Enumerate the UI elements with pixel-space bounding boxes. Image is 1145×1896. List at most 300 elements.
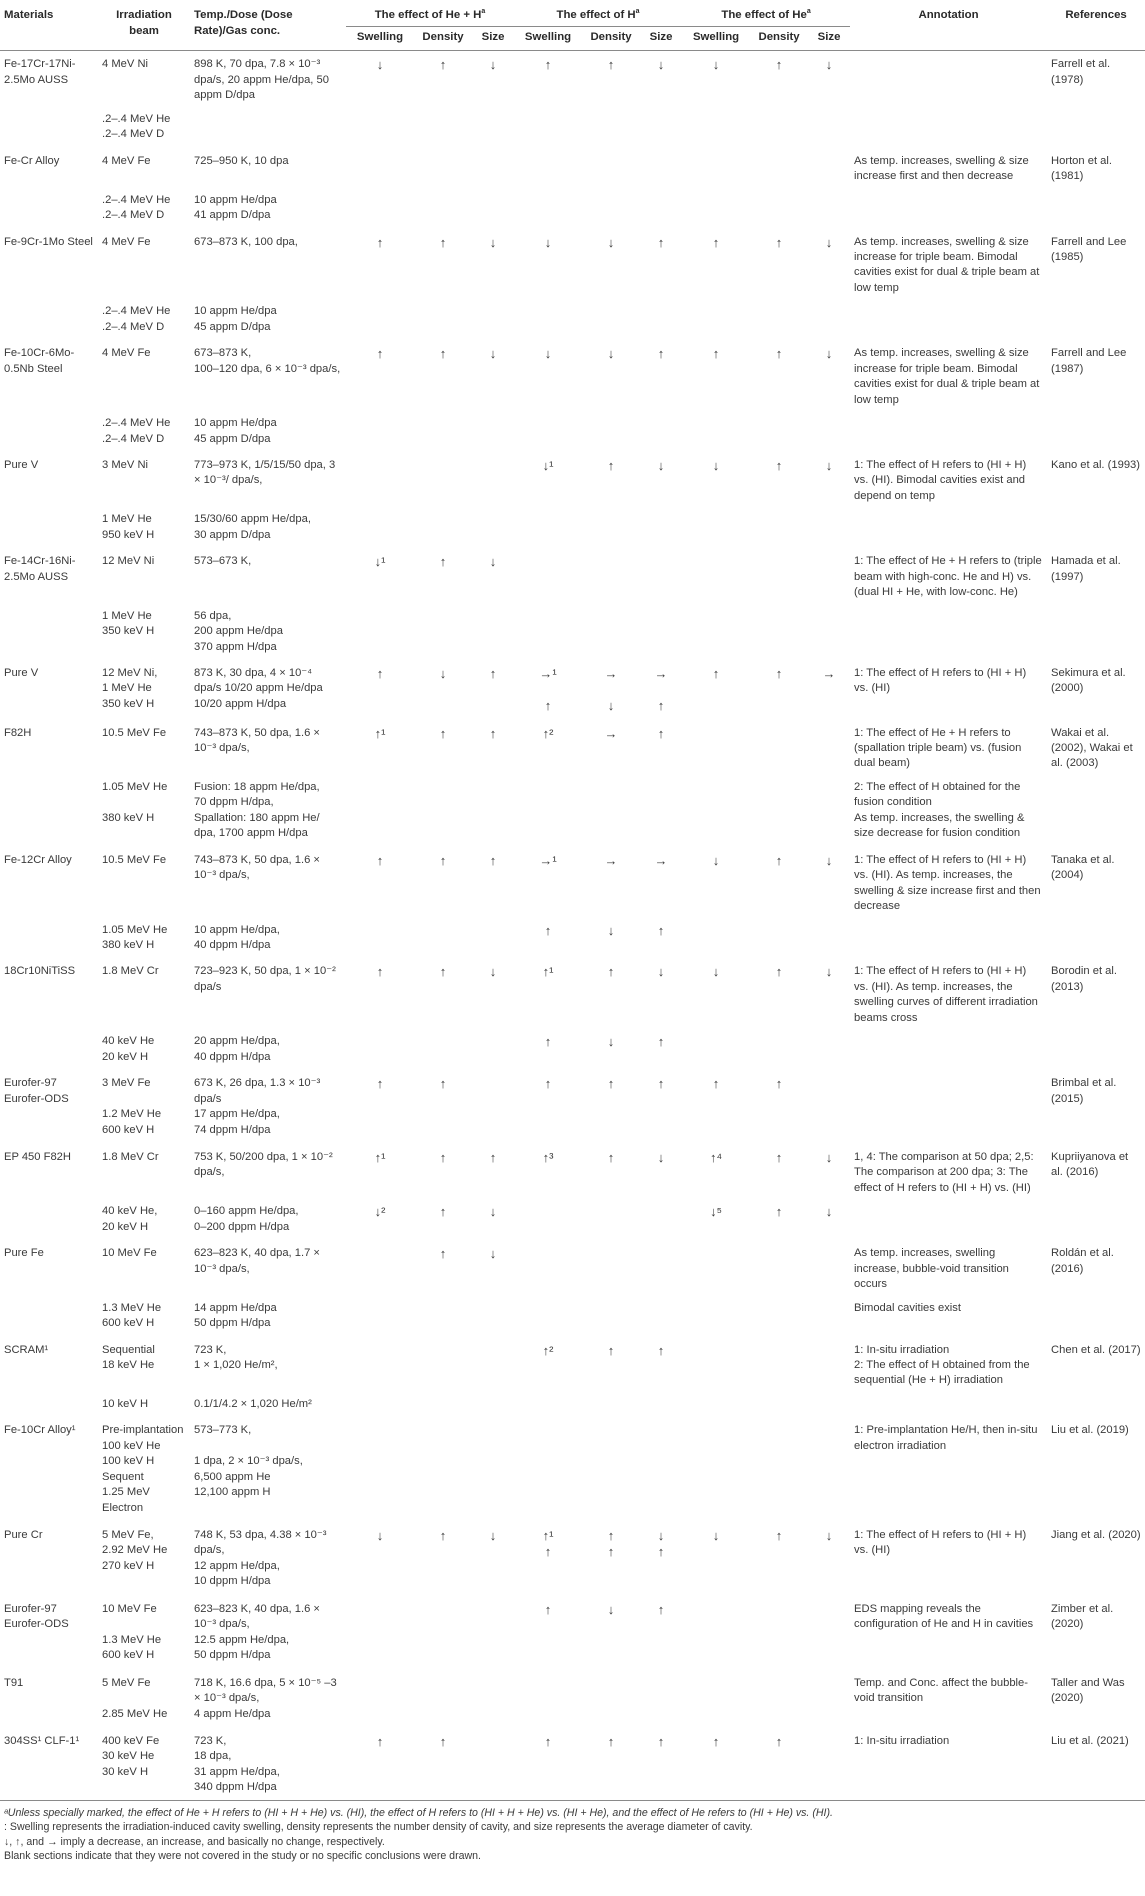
temp-dose-cell: 15/30/60 appm He/dpa, 30 appm D/dpa xyxy=(194,513,311,541)
temp-dose-cell: 723–923 K, 50 dpa, 1 × 10⁻² dpa/s xyxy=(194,965,336,993)
effect-cell-h-density: ↓ xyxy=(607,922,615,938)
beam-cell: 12 MeV Ni xyxy=(102,555,155,568)
effect-cell-he-size: ↓ xyxy=(825,1149,833,1165)
table-row xyxy=(0,1299,1145,1337)
reference-cell: Kupriiyanova et al. (2016) xyxy=(1051,1150,1129,1179)
effect-cell-h-density: → ↓ xyxy=(604,665,618,713)
effect-cell-he-swelling xyxy=(682,1395,750,1417)
effect-cell-he-swelling xyxy=(682,148,750,191)
effect-cell-he-swelling: ↓ xyxy=(712,852,720,868)
annotation-cell xyxy=(850,921,1047,959)
temp-dose-cell xyxy=(190,110,346,148)
effect-cell-h-size: ↑ xyxy=(657,1601,665,1617)
material-cell: Pure V xyxy=(4,458,39,471)
effect-cell-he-density: ↑ xyxy=(775,964,783,980)
header-beam: Irradiation beam xyxy=(116,9,172,37)
temp-dose-cell: 10 appm He/dpa 41 appm D/dpa xyxy=(194,193,277,222)
effect-cell-h-swelling xyxy=(514,1417,582,1522)
effect-cell-hehe-swelling: ↓¹ xyxy=(374,554,386,570)
effect-cell-he-swelling xyxy=(682,1032,750,1070)
effect-cell-hehe-swelling: ↑ xyxy=(376,1734,384,1750)
effect-cell-he-size xyxy=(808,414,850,452)
effect-cell-hehe-size xyxy=(472,510,514,548)
reference-cell xyxy=(1047,1032,1145,1070)
material-cell: Fe-10Cr-6Mo-0.5Nb Steel xyxy=(4,347,75,375)
effect-cell-h-swelling: ↑¹ ↑ xyxy=(542,1528,554,1559)
header-references: References xyxy=(1065,9,1127,21)
header-temp: Temp./Dose (Dose Rate)/Gas conc. xyxy=(194,9,293,37)
reference-cell xyxy=(1047,1395,1145,1417)
beam-cell: Sequential 18 keV He xyxy=(102,1343,155,1371)
reference-cell xyxy=(1047,302,1145,340)
effect-cell-hehe-density: ↑ xyxy=(439,1734,447,1750)
effect-cell-h-size: → ↑ xyxy=(654,665,668,713)
material-cell: 304SS¹ CLF-1¹ xyxy=(4,1735,80,1748)
effect-cell-he-size xyxy=(808,1299,850,1337)
effect-cell-h-size xyxy=(640,302,682,340)
effect-cell-he-swelling xyxy=(682,110,750,148)
material-cell xyxy=(0,1299,98,1337)
material-cell xyxy=(0,191,98,229)
material-cell xyxy=(0,778,98,847)
reference-cell: Jiang et al. (2020) xyxy=(1051,1529,1141,1542)
effect-cell-hehe-size: ↑ xyxy=(489,665,497,681)
effect-cell-h-size xyxy=(640,510,682,548)
effect-cell-he-swelling xyxy=(682,548,750,606)
effect-cell-hehe-swelling: ↑¹ xyxy=(374,1149,386,1165)
effect-cell-h-swelling: ↓ xyxy=(544,234,552,250)
temp-dose-cell: 743–873 K, 50 dpa, 1.6 × 10⁻³ dpa/s, xyxy=(194,726,320,754)
effect-cell-hehe-swelling xyxy=(346,110,414,148)
effect-cell-h-swelling: →¹ xyxy=(539,852,557,868)
subheader-density: Density xyxy=(590,30,632,43)
effect-cell-he-density: ↑ xyxy=(775,1076,783,1092)
effect-cell-h-density xyxy=(582,1670,640,1728)
effect-cell-hehe-density xyxy=(414,110,472,148)
temp-dose-cell: 748 K, 53 dpa, 4.38 × 10⁻³ dpa/s, 12 appm He/dpa, 10 dppm H/dpa xyxy=(194,1529,327,1588)
effect-cell-h-density: ↓ xyxy=(607,1601,615,1617)
table-row xyxy=(0,1596,1145,1670)
effect-cell-hehe-density xyxy=(414,778,472,847)
temp-dose-cell: 898 K, 70 dpa, 7.8 × 10⁻³ dpa/s, 20 appm He/dpa, 50 appm D/dpa xyxy=(194,58,329,102)
effect-cell-h-density xyxy=(582,191,640,229)
table-row xyxy=(0,148,1145,191)
effect-cell-h-swelling xyxy=(514,1299,582,1337)
material-cell xyxy=(0,1202,98,1240)
effect-cell-he-density xyxy=(750,1032,808,1070)
footnote-line: ↓, ↑, and → imply a decrease, an increase, and basically no change, respectively. xyxy=(4,1835,385,1848)
effect-cell-hehe-size: ↓ xyxy=(489,964,497,980)
effect-cell-he-swelling: ↑ xyxy=(712,346,720,362)
effect-cell-he-density xyxy=(750,1299,808,1337)
effect-cell-he-density: ↑ xyxy=(775,1528,783,1544)
effect-cell-h-density: ↑ xyxy=(607,1342,615,1358)
effect-cell-he-density xyxy=(750,921,808,959)
material-cell xyxy=(0,921,98,959)
beam-cell: 1 MeV He 950 keV H xyxy=(102,513,155,541)
material-cell xyxy=(0,1395,98,1417)
temp-dose-cell: 573–773 K, 1 dpa, 2 × 10⁻³ dpa/s, 6,500 appm He 12,100 appm H xyxy=(194,1424,303,1499)
effect-cell-h-density: ↑ xyxy=(607,1734,615,1750)
temp-dose-cell: 10 appm He/dpa 45 appm D/dpa xyxy=(194,305,277,333)
effect-cell-h-swelling: ↑ xyxy=(544,1034,552,1050)
effect-cell-h-density xyxy=(582,110,640,148)
effect-cell-hehe-size xyxy=(472,921,514,959)
effect-cell-hehe-density: ↑ xyxy=(439,964,447,980)
annotation-cell: 1: In-situ irradiation 2: The effect of H obtained from the sequential (He + H) irradiation xyxy=(854,1343,1030,1387)
temp-dose-cell: 743–873 K, 50 dpa, 1.6 × 10⁻³ dpa/s, xyxy=(194,853,320,882)
effect-cell-h-density xyxy=(582,548,640,606)
effect-cell-he-size: ↓ xyxy=(825,1204,833,1220)
beam-cell: 1 MeV He 350 keV H xyxy=(102,609,155,638)
effect-cell-he-density: ↑ xyxy=(775,457,783,473)
reference-cell xyxy=(1047,191,1145,229)
effect-cell-he-swelling: ↑ xyxy=(712,665,720,681)
effect-cell-hehe-size: ↓ xyxy=(489,554,497,570)
effect-cell-h-density: → xyxy=(604,852,618,868)
material-cell xyxy=(0,302,98,340)
reference-cell: Taller and Was (2020) xyxy=(1051,1676,1125,1705)
annotation-cell xyxy=(850,191,1047,229)
annotation-cell xyxy=(850,110,1047,148)
effect-cell-he-swelling: ↑ xyxy=(712,234,720,250)
effect-cell-h-size xyxy=(640,607,682,660)
annotation-cell: 1: The effect of H refers to (HI + H) vs. (HI). As temp. increases, the swelling curves of different irradiation beams cross xyxy=(854,965,1038,1024)
annotation-cell: As temp. increases, swelling increase, bubble-void transition occurs xyxy=(854,1247,1009,1291)
material-cell: EP 450 F82H xyxy=(4,1150,71,1163)
material-cell: Eurofer-97 Eurofer-ODS xyxy=(4,1602,69,1631)
effect-cell-he-size xyxy=(808,110,850,148)
material-cell: Fe-17Cr-17Ni-2.5Mo AUSS xyxy=(4,58,76,86)
effect-cell-hehe-size xyxy=(472,1596,514,1670)
effect-cell-hehe-density: ↓ xyxy=(439,665,447,681)
effect-cell-hehe-swelling xyxy=(346,414,414,452)
effect-cell-hehe-swelling xyxy=(346,1417,414,1522)
effect-cell-hehe-density: ↑ xyxy=(439,57,447,73)
effect-cell-he-density xyxy=(750,191,808,229)
effect-cell-hehe-swelling: ↓² xyxy=(374,1204,386,1220)
effect-cell-he-swelling: ↓ xyxy=(712,457,720,473)
annotation-cell: 1: The effect of H refers to (HI + H) vs. (HI) xyxy=(854,1529,1027,1557)
material-cell: Fe-12Cr Alloy xyxy=(4,853,72,866)
reference-cell xyxy=(1047,110,1145,148)
annotation-cell: As temp. increases, swelling & size increase first and then decrease xyxy=(854,154,1029,183)
effect-cell-he-density xyxy=(750,548,808,606)
footnote-line: ᵃUnless specially marked, the effect of He + H refers to (HI + H + He) vs. (HI), the effect of H refers to (HI + H + He) vs. (HI + He), and the effect of He refers to (HI + He) vs. (HI). xyxy=(4,1806,833,1819)
effect-cell-he-size xyxy=(808,921,850,959)
effect-cell-hehe-density: ↑ xyxy=(439,1528,447,1544)
effect-cell-he-swelling xyxy=(682,1240,750,1298)
effect-cell-hehe-size: ↑ xyxy=(489,852,497,868)
effect-cell-he-size: ↓ xyxy=(825,57,833,73)
table-row xyxy=(0,1728,1145,1800)
effect-cell-he-size xyxy=(808,510,850,548)
table-row xyxy=(0,110,1145,148)
effect-cell-h-density: ↓ xyxy=(607,234,615,250)
effect-cell-h-density xyxy=(582,302,640,340)
effect-cell-he-size xyxy=(808,1032,850,1070)
temp-dose-cell: 753 K, 50/200 dpa, 1 × 10⁻² dpa/s, xyxy=(194,1150,333,1179)
reference-cell: Tanaka et al. (2004) xyxy=(1051,853,1115,882)
effect-cell-hehe-swelling xyxy=(346,921,414,959)
effect-cell-he-size xyxy=(808,720,850,778)
effect-cell-he-density xyxy=(750,302,808,340)
effect-cell-he-size xyxy=(808,607,850,660)
effect-cell-h-swelling: ↑² xyxy=(542,1342,554,1358)
effect-cell-h-swelling xyxy=(514,302,582,340)
annotation-cell: 1: The effect of He + H refers to (triple beam with high-conc. He and H) vs. (dual HI + He, with low-conc. He) xyxy=(854,555,1042,599)
effect-cell-h-size: ↑ xyxy=(657,1734,665,1750)
material-cell: Pure Cr xyxy=(4,1529,43,1542)
annotation-cell: EDS mapping reveals the configuration of He and H in cavities xyxy=(854,1602,1034,1631)
beam-cell: 40 keV He, 20 keV H xyxy=(102,1205,158,1233)
effect-cell-h-density: ↑ xyxy=(607,964,615,980)
temp-dose-cell: 10 appm He/dpa 45 appm D/dpa xyxy=(194,417,277,445)
effect-cell-hehe-size: ↓ xyxy=(489,234,497,250)
subheader-density: Density xyxy=(758,30,800,43)
effect-cell-h-density: ↓ xyxy=(607,346,615,362)
effect-cell-he-swelling: ↓ xyxy=(712,1528,720,1544)
reference-cell: Zimber et al. (2020) xyxy=(1051,1602,1114,1631)
beam-cell: 10 MeV Fe xyxy=(102,1247,157,1260)
reference-cell: Wakai et al. (2002), Wakai et al. (2003) xyxy=(1051,726,1133,770)
reference-cell: Brimbal et al. (2015) xyxy=(1051,1077,1117,1105)
effect-cell-hehe-density: ↑ xyxy=(439,1204,447,1220)
reference-cell: Horton et al. (1981) xyxy=(1051,154,1112,183)
effect-cell-he-swelling xyxy=(682,778,750,847)
effect-cell-h-size xyxy=(640,414,682,452)
effect-cell-h-swelling xyxy=(514,1670,582,1728)
table-row xyxy=(0,1670,1145,1728)
effect-cell-he-swelling xyxy=(682,191,750,229)
effect-cell-hehe-swelling xyxy=(346,1240,414,1298)
effect-cell-h-size: ↓ ↑ xyxy=(657,1528,665,1559)
table-row xyxy=(0,778,1145,847)
effect-cell-he-density: ↑ xyxy=(775,665,783,681)
effect-cell-hehe-density xyxy=(414,1032,472,1070)
effect-cell-hehe-swelling xyxy=(346,302,414,340)
effect-cell-hehe-swelling xyxy=(346,148,414,191)
effect-cell-h-density xyxy=(582,510,640,548)
subheader-swelling: Swelling xyxy=(692,30,740,43)
temp-dose-cell: 718 K, 16.6 dpa, 5 × 10⁻⁵ –3 × 10⁻³ dpa/s, 4 appm He/dpa xyxy=(194,1676,337,1720)
effect-cell-he-density xyxy=(750,1240,808,1298)
effect-cell-h-swelling: ↑ xyxy=(544,922,552,938)
effect-cell-hehe-swelling xyxy=(346,1337,414,1395)
effect-cell-he-swelling: ↓ xyxy=(712,57,720,73)
header-effect-he: The effect of He$^a$ xyxy=(682,4,850,26)
effect-cell-hehe-density xyxy=(414,510,472,548)
effect-cell-h-density xyxy=(582,1202,640,1240)
header-annotation: Annotation xyxy=(918,9,979,21)
table-row xyxy=(0,191,1145,229)
temp-dose-cell: 0.1/1/4.2 × 1,020 He/m² xyxy=(194,1397,312,1410)
effect-cell-h-size xyxy=(640,1240,682,1298)
effect-cell-hehe-swelling: ↑ xyxy=(376,665,384,681)
temp-dose-cell: 873 K, 30 dpa, 4 × 10⁻⁴ dpa/s 10/20 appm He/dpa 10/20 appm H/dpa xyxy=(194,666,323,710)
temp-dose-cell: 723 K, 18 dpa, 31 appm He/dpa, 340 dppm H/dpa xyxy=(194,1735,280,1794)
data-table xyxy=(0,4,1145,1801)
effect-cell-hehe-swelling xyxy=(346,191,414,229)
table-row xyxy=(0,414,1145,452)
effect-cell-h-swelling xyxy=(514,191,582,229)
effect-cell-he-size xyxy=(808,1417,850,1522)
annotation-cell: Temp. and Conc. affect the bubble-void transition xyxy=(854,1676,1028,1705)
beam-cell: 4 MeV Ni xyxy=(102,58,149,71)
beam-cell: 1.8 MeV Cr xyxy=(102,965,159,978)
table-row xyxy=(0,1417,1145,1522)
beam-cell: 10 MeV Fe 1.3 MeV He 600 keV H xyxy=(102,1602,162,1662)
effect-cell-hehe-size xyxy=(472,302,514,340)
table-row xyxy=(0,51,1145,110)
annotation-cell: 2: The effect of H obtained for the fusion condition As temp. increases, the swelling & size decrease for fusion condition xyxy=(854,780,1025,840)
beam-cell: 40 keV He 20 keV H xyxy=(102,1035,155,1063)
effect-cell-he-density: ↑ xyxy=(775,1149,783,1165)
effect-cell-h-size: → xyxy=(654,852,668,868)
material-cell: Fe-9Cr-1Mo Steel xyxy=(4,235,93,248)
beam-cell: 1.3 MeV He 600 keV H xyxy=(102,1301,162,1330)
effect-cell-he-density xyxy=(750,1337,808,1395)
table-row xyxy=(0,1202,1145,1240)
table-header xyxy=(0,4,1145,51)
beam-cell: 10.5 MeV Fe xyxy=(102,726,167,739)
effect-cell-he-density xyxy=(750,1670,808,1728)
effect-cell-h-density xyxy=(582,1299,640,1337)
annotation-cell xyxy=(850,302,1047,340)
temp-dose-cell: 623–823 K, 40 dpa, 1.7 × 10⁻³ dpa/s, xyxy=(194,1247,320,1275)
effect-cell-h-density: → xyxy=(604,725,618,741)
effect-cell-hehe-density: ↑ xyxy=(439,1149,447,1165)
effect-cell-h-size xyxy=(640,548,682,606)
effect-cell-he-density: ↑ xyxy=(775,852,783,868)
effect-cell-he-swelling xyxy=(682,607,750,660)
effect-cell-h-size xyxy=(640,1395,682,1417)
effect-cell-hehe-size: ↓ xyxy=(489,1246,497,1262)
effect-cell-hehe-size: ↑ xyxy=(489,725,497,741)
effect-cell-he-swelling: ↓ xyxy=(712,964,720,980)
subheader-swelling: Swelling xyxy=(356,30,404,43)
effect-cell-h-size xyxy=(640,1417,682,1522)
effect-cell-hehe-density xyxy=(414,1417,472,1522)
effect-cell-hehe-size xyxy=(472,452,514,510)
annotation-cell: 1: The effect of H refers to (HI + H) vs. (HI). As temp. increases, the swelling & size increase first and then decrease xyxy=(854,853,1041,913)
effect-cell-h-size: ↑ xyxy=(657,1342,665,1358)
beam-cell: .2–.4 MeV He .2–.4 MeV D xyxy=(102,417,171,445)
effect-cell-h-size xyxy=(640,1202,682,1240)
temp-dose-cell: 573–673 K, xyxy=(194,555,252,568)
effect-cell-he-size: → xyxy=(822,665,836,681)
annotation-cell: As temp. increases, swelling & size increase for triple beam. Bimodal cavities exist for dual & triple beam at low temp xyxy=(854,347,1040,406)
effect-cell-h-density: ↓ xyxy=(607,1034,615,1050)
effect-cell-hehe-size xyxy=(472,1728,514,1800)
effect-cell-h-size: ↓ xyxy=(657,57,665,73)
subheader-density: Density xyxy=(422,30,464,43)
annotation-cell: 1: The effect of H refers to (HI + H) vs. (HI). Bimodal cavities exist and depend on temp xyxy=(854,458,1027,502)
effect-cell-hehe-density: ↑ xyxy=(439,852,447,868)
material-cell: Fe-10Cr Alloy¹ xyxy=(4,1424,76,1437)
effect-cell-h-density xyxy=(582,1395,640,1417)
beam-cell: .2–.4 MeV He .2–.4 MeV D xyxy=(102,193,171,222)
effect-cell-h-swelling: ↑³ xyxy=(542,1149,554,1165)
annotation-cell: 1: In-situ irradiation xyxy=(854,1735,950,1748)
effect-cell-he-swelling xyxy=(682,414,750,452)
effect-cell-h-size: ↑ xyxy=(657,1076,665,1092)
effect-cell-h-swelling xyxy=(514,1240,582,1298)
effect-cell-h-swelling: ↑ xyxy=(544,1601,552,1617)
effect-cell-he-size xyxy=(808,148,850,191)
effect-cell-hehe-swelling: ↑ xyxy=(376,234,384,250)
material-cell: F82H xyxy=(4,726,32,739)
table-row xyxy=(0,958,1145,1032)
effect-cell-hehe-swelling: ↑ xyxy=(376,346,384,362)
reference-cell xyxy=(1047,414,1145,452)
effect-cell-hehe-size xyxy=(472,148,514,191)
effect-cell-he-swelling: ↑ xyxy=(712,1076,720,1092)
subheader-size: Size xyxy=(649,30,673,43)
reference-cell: Borodin et al. (2013) xyxy=(1051,965,1117,993)
temp-dose-cell: 623–823 K, 40 dpa, 1.6 × 10⁻³ dpa/s, 12.5 appm He/dpa, 50 dppm H/dpa xyxy=(194,1602,320,1662)
header-effect-h: The effect of $H^a$ xyxy=(514,4,682,26)
effect-cell-h-swelling: ↓ xyxy=(544,346,552,362)
annotation-cell xyxy=(850,510,1047,548)
annotation-cell: 1, 4: The comparison at 50 dpa; 2,5: The comparison at 200 dpa; 3: The effect of H refers to (HI + H) vs. (HI) xyxy=(854,1150,1034,1194)
material-cell: Fe-Cr Alloy xyxy=(4,154,60,167)
beam-cell: 1.8 MeV Cr xyxy=(102,1150,159,1163)
reference-cell: Farrell et al. (1978) xyxy=(1051,58,1111,86)
temp-dose-cell: 10 appm He/dpa, 40 dppm H/dpa xyxy=(194,923,280,951)
effect-cell-h-size: ↑ xyxy=(657,234,665,250)
effect-cell-h-density: ↑ xyxy=(607,57,615,73)
effect-cell-hehe-swelling: ↑ xyxy=(376,964,384,980)
reference-cell xyxy=(1047,921,1145,959)
annotation-cell xyxy=(850,51,1047,110)
effect-cell-he-size xyxy=(808,302,850,340)
effect-cell-he-size xyxy=(808,1337,850,1395)
effect-cell-he-density xyxy=(750,720,808,778)
effect-cell-hehe-density: ↑ xyxy=(439,346,447,362)
effect-cell-h-size xyxy=(640,778,682,847)
reference-cell: Hamada et al. (1997) xyxy=(1051,555,1121,583)
temp-dose-cell: 20 appm He/dpa, 40 dppm H/dpa xyxy=(194,1035,280,1063)
effect-cell-hehe-density xyxy=(414,452,472,510)
effect-cell-he-swelling: ↑⁴ xyxy=(710,1149,723,1165)
effect-cell-h-size: ↓ xyxy=(657,964,665,980)
annotation-cell: Bimodal cavities exist xyxy=(854,1301,961,1314)
effect-cell-h-size: ↓ xyxy=(657,1149,665,1165)
beam-cell: 4 MeV Fe xyxy=(102,347,151,360)
effect-cell-h-swelling: →¹ ↑ xyxy=(539,665,557,713)
effect-cell-he-swelling xyxy=(682,921,750,959)
effect-cell-h-density xyxy=(582,607,640,660)
table-row xyxy=(0,340,1145,414)
header-effect-he-h: The effect of $He + H^a$ xyxy=(346,4,514,26)
table-row xyxy=(0,847,1145,921)
reference-cell: Farrell and Lee (1985) xyxy=(1051,235,1127,263)
reference-cell xyxy=(1047,1202,1145,1240)
material-cell: Eurofer-97 Eurofer-ODS xyxy=(4,1077,69,1105)
beam-cell: 10 keV H xyxy=(102,1397,149,1410)
effect-cell-he-density xyxy=(750,510,808,548)
effect-cell-hehe-density: ↑ xyxy=(439,234,447,250)
effect-cell-h-swelling: ↓¹ xyxy=(542,457,554,473)
material-cell xyxy=(0,414,98,452)
header-materials: Materials xyxy=(4,9,54,21)
effect-cell-hehe-size: ↓ xyxy=(489,57,497,73)
effect-cell-h-swelling xyxy=(514,1395,582,1417)
table-row xyxy=(0,660,1145,720)
annotation-cell xyxy=(850,1032,1047,1070)
reference-cell: Roldán et al. (2016) xyxy=(1051,1247,1114,1275)
